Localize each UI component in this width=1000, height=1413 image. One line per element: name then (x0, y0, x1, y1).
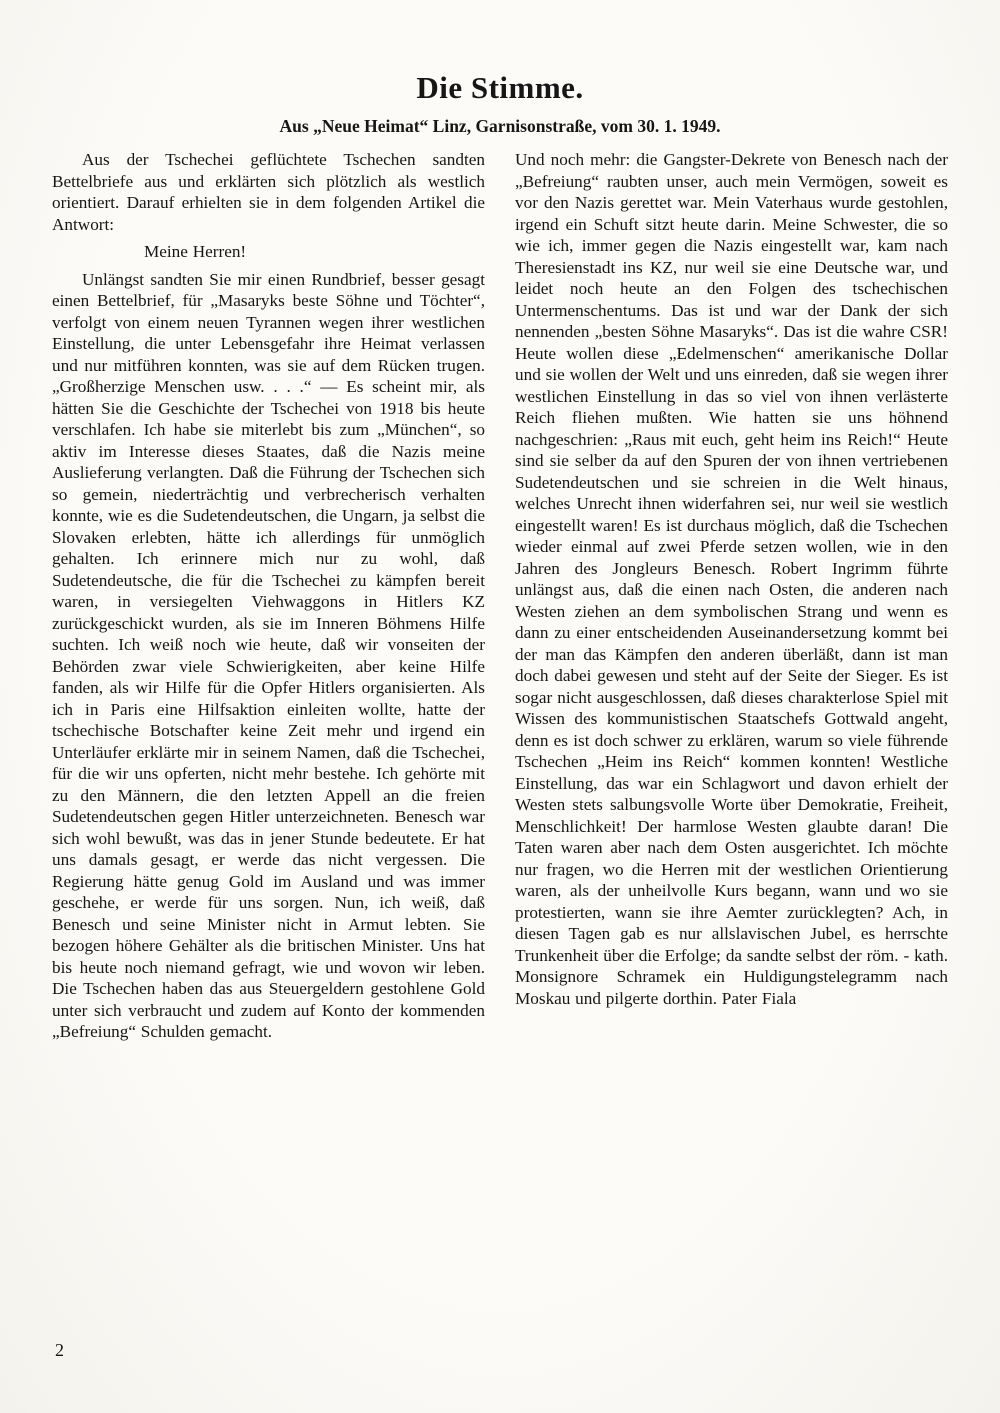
right-column (515, 149, 948, 1043)
left-column (52, 149, 485, 1043)
salutation: Meine Herren! (144, 242, 247, 261)
intro-paragraph: Aus der Tschechei geflüchtete Tschechen sandten Bettelbriefe aus und erklärten sich plötzlich als westlich orientiert. Darauf erhielten sie in dem folgenden Artikel die Antwort: (52, 150, 485, 234)
letter-body-right: Und noch mehr: die Gangster-Dekrete von Benesch nach der „Befreiung“ raubten unser, auch mein Vermögen, soweit es vor den Nazis gerettet war. Mein Vaterhaus wurde gestohlen, irgend ein Schuft sitzt heute darin. Meine Schwester, die so wie ich, immer gegen die Nazis eingestellt war, kam nach Theresienstadt ins KZ, nur weil sie eine Deutsche war, und leidet noch heute an den Folgen des tschechischen Untermenschentums. Das ist und war der Dank der sich nennenden „besten Söhne Masaryks“. Das ist die wahre CSR! Heute wollen diese „Edelmenschen“ amerikanische Dollar und sie wollen der Welt und uns einreden, daß sie wegen ihrer westlichen Einstellung in das so viel von ihnen verlästerte Reich fliehen mußten. Wie hatten sie uns höhnend nachgeschrien: „Raus mit euch, geht heim ins Reich!“ Heute sind sie selber da auf den Spuren der von ihnen vertriebenen Sudetendeutschen und sie schreien in die Welt hinaus, welches Unrecht ihnen widerfahren sei, nur weil sie westlich eingestellt waren! Es ist durchaus möglich, daß die Tschechen wieder einmal auf zwei Pferde setzen wollen, wie in den Jahren des Jongleurs Benesch. Robert Ingrimm führte unlängst aus, daß die einen nach Osten, die anderen nach Westen ziehen an dem symbolischen Strang und wenn es dann zu einer entscheidenden Auseinandersetzung kommt bei der man das Kämpfen den anderen überläßt, dann ist man doch dabei gewesen und steht auf der Seite der Sieger. Es ist sogar nicht ausgeschlossen, daß dieses charakterlose Spiel mit Wissen des kommunistischen Staatschefs Gottwald angeht, denn es ist doch schwer zu erklären, warum so viele führende Tschechen „Heim ins Reich“ kommen konnten! Westliche Einstellung, das war ein Schlagwort und davon erhielt der Westen stets salbungsvolle Worte über Demokratie, Freiheit, Menschlichkeit! Der harmlose Westen glaubte daran! Die Taten waren aber nach dem Osten ausgerichtet. Ich möchte nur fragen, wo die Herren mit der westlichen Orientierung waren, als der unheilvolle Kurs begann, wann und wo sie protestierten, wann sie ihre Aemter zurücklegten? Ach, in diesen Tagen gab es nur allslavischen Jubel, es herrschte Trunkenheit über die Erfolge; da sandte selbst der röm. - kath. Monsignore Schramek ein Huldigungstelegramm nach Moskau und pilgerte dorthin. Pater Fiala (515, 150, 948, 1008)
page-title: Die Stimme. (416, 70, 584, 105)
letter-body-left: Unlängst sandten Sie mir einen Rundbrief, besser gesagt einen Bettelbrief, für „Masaryks beste Söhne und Töchter“, verfolgt von einem neuen Tyrannen wegen ihrer westlichen Einstellung, die unter Lebensgefahr ihre Heimat verlassen und nur mitführen konnten, was sie auf dem Rücken trugen. „Großherzige Menschen usw. . . .“ — Es scheint mir, als hätten Sie die Geschichte der Tschechei von 1918 bis heute verschlafen. Ich habe sie miterlebt bis zum „München“, so aktiv im Interesse dieses Staates, daß die Nazis meine Auslieferung verlangten. Daß die Führung der Tschechen sich so gemein, niederträchtig und verbrecherisch verhalten konnte, wie es die Sudetendeutschen, die Ungarn, ja selbst die Slovaken erlebten, hätte ich allerdings für unmöglich gehalten. Ich erinnere mich nur zu wohl, daß Sudetendeutsche, die für die Tschechei zu kämpfen bereit waren, in versiegelten Viehwaggons in Hitlers KZ zurückgeschickt wurden, als sie im Inneren Böhmens Hilfe suchten. Ich weiß noch wie heute, daß wir vonseiten der Behörden zwar viele Schwierigkeiten, aber keine Hilfe fanden, als wir Hilfe für die Opfer Hitlers organisierten. Als ich in Paris eine Hilfsaktion einleiten wollte, hatte der tschechische Botschafter keine Zeit mehr und irgend ein Unterläufer erklärte mir in seinem Namen, daß die Tschechei, für die wir uns opferten, nicht mehr bestehe. Ich gehörte mit zu den Männern, die den letzten Appell an die freien Sudetendeutschen gegen Hitler unterzeichneten. Benesch war sich wohl bewußt, was das in jener Stunde bedeutete. Er hat uns damals gesagt, er werde das nicht vergessen. Die Regierung hätte genug Gold im Ausland und was immer geschehe, er werde für uns sorgen. Nun, ich weiß, daß Benesch und seine Minister nicht in Armut lebten. Sie bezogen höhere Gehälter als die britischen Minister. Uns hat bis heute noch niemand gefragt, wie und wovon wir leben. Die Tschechen haben das aus Steuergeldern gestohlene Gold unter sich verbraucht und zudem auf Konto der kommenden „Befreiung“ Schulden gemacht. (52, 269, 485, 1041)
two-column-text (52, 149, 948, 1043)
source-line: Aus „Neue Heimat“ Linz, Garnisonstraße, vom 30. 1. 1949. (279, 116, 721, 136)
page-number: 2 (55, 1340, 64, 1360)
